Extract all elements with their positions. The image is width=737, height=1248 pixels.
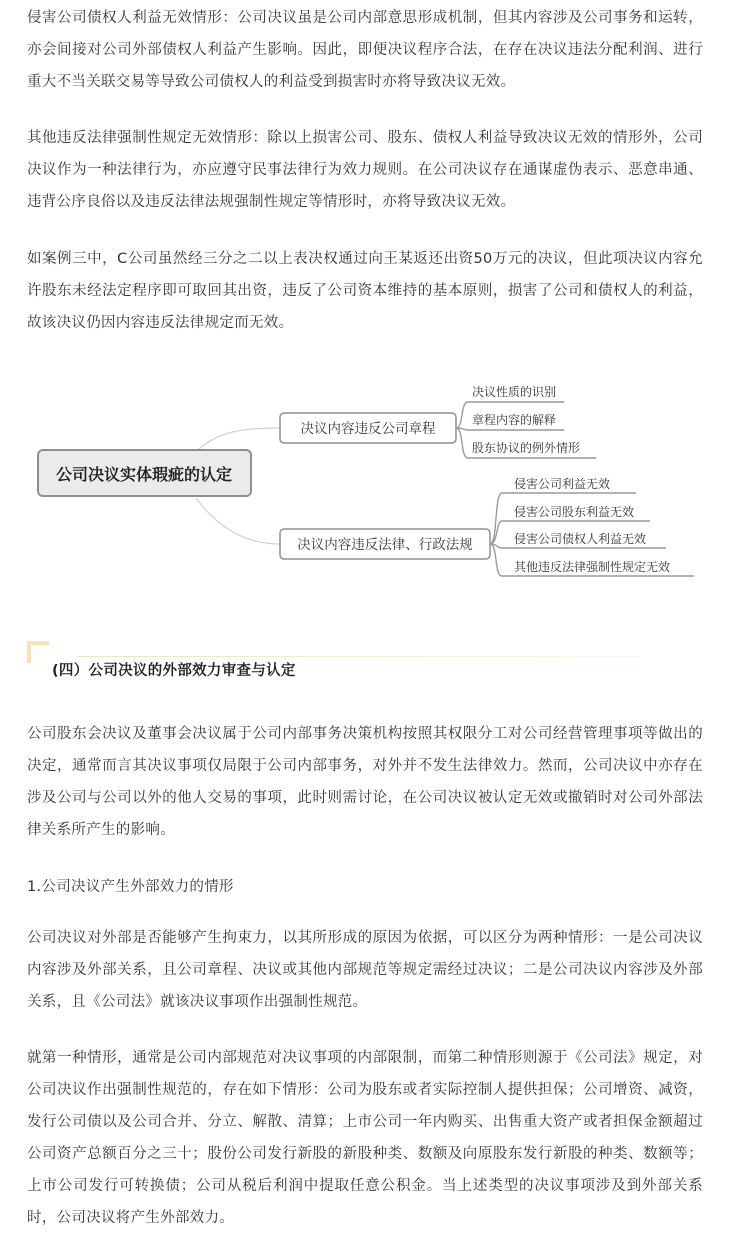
connector-root-branch1 [196, 428, 280, 452]
bracket-branch2 [490, 493, 502, 576]
mind-map-diagram [36, 368, 700, 590]
leaf-shareholder-interest: 侵害公司股东利益无效 [514, 505, 635, 519]
paragraph-binding-force: 公司决议对外部是否能够产生拘束力，以其所形成的原因为依据，可以区分为两种情形：一是公司决议内容涉及外部关系，且公司章程、决议或其他内部规范等规定需经过决议；二是公司决议内容涉及外部关系，且《公司法》就该决议事项作出强制性规范。 [27, 930, 703, 1010]
section-heading: (四）公司决议的外部效力审查与认定 [52, 663, 296, 679]
leaf-shareholder-agreement: 股东协议的例外情形 [472, 441, 581, 455]
heading-corner-decoration [27, 641, 49, 663]
paragraph-creditor-interest: 侵害公司债权人利益无效情形：公司决议虽是公司内部意思形成机制，但其内容涉及公司事务和运转，亦会间接对公司外部债权人利益产生影响。因此，即便决议程序合法，在存在决议违法分配利润、进行重大不当关联交易等导致公司债权人的利益受到损害时亦将导致决议无效。 [27, 10, 703, 90]
leaf-company-interest: 侵害公司利益无效 [514, 477, 611, 491]
heading-divider-line [77, 656, 639, 657]
root-node-label: 公司决议实体瑕疵的认定 [55, 465, 233, 484]
paragraph-external-effect-intro: 公司股东会决议及董事会决议属于公司内部事务决策机构按照其权限分工对公司经营管理事项等做出的决定，通常而言其决议事项仅局限于公司内部事务，对外并不发生法律效力。然而，公司决议中亦存在涉及公司与公司以外的他人交易的事项，此时则需讨论，在公司决议被认定无效或撤销时对公司外部法律关系所产生的影响。 [27, 726, 703, 838]
branch-node-laws-label: 决议内容违反法律、行政法规 [297, 537, 473, 553]
connector-root-branch2 [196, 498, 280, 544]
bracket-branch1 [456, 402, 468, 458]
section-heading-block [27, 641, 647, 687]
paragraph-mandatory-cases: 就第一种情形，通常是公司内部规范对决议事项的内部限制，而第二种情形则源于《公司法》规定，对公司决议作出强制性规范的，存在如下情形：公司为股东或者实际控制人提供担保；公司增资、减资，发行公司债以及公司合并、分立、解散、清算；上市公司一年内购买、出售重大资产或者担保金额超过公司资产总额百分之三十；股份公司发行新股的新股种类、数额及向原股东发行新股的种类、数额等；上市公司发行可转换债；公司从税后利润中提取任意公积金。当上述类型的决议事项涉及到外部关系时，公司决议将产生外部效力。 [27, 1050, 703, 1226]
paragraph-other-mandatory-rules: 其他违反法律强制性规定无效情形：除以上损害公司、股东、债权人利益导致决议无效的情形外，公司决议作为一种法律行为，亦应遵守民事法律行为效力规则。在公司决议存在通谋虚伪表示、恶意串通、违背公序良俗以及违反法律法规强制性规定等情形时，亦将导致决议无效。 [27, 130, 703, 210]
leaf-nature-identification: 决议性质的识别 [472, 385, 557, 399]
paragraph-case-three: 如案例三中，C公司虽然经三分之二以上表决权通过向王某返还出资50万元的决议，但此项决议内容允许股东未经法定程序即可取回其出资，违反了公司资本维持的基本原则，损害了公司和债权人的利益，故该决议仍因内容违反法律规定而无效。 [27, 251, 703, 331]
branch-node-articles-label: 决议内容违反公司章程 [300, 421, 436, 437]
leaf-creditor-interest: 侵害公司债权人利益无效 [514, 532, 647, 546]
leaf-articles-interpretation: 章程内容的解释 [472, 413, 557, 427]
leaf-other-mandatory: 其他违反法律强制性规定无效 [514, 560, 671, 574]
subheading-external-effect-cases: 1.公司决议产生外部效力的情形 [27, 879, 234, 895]
